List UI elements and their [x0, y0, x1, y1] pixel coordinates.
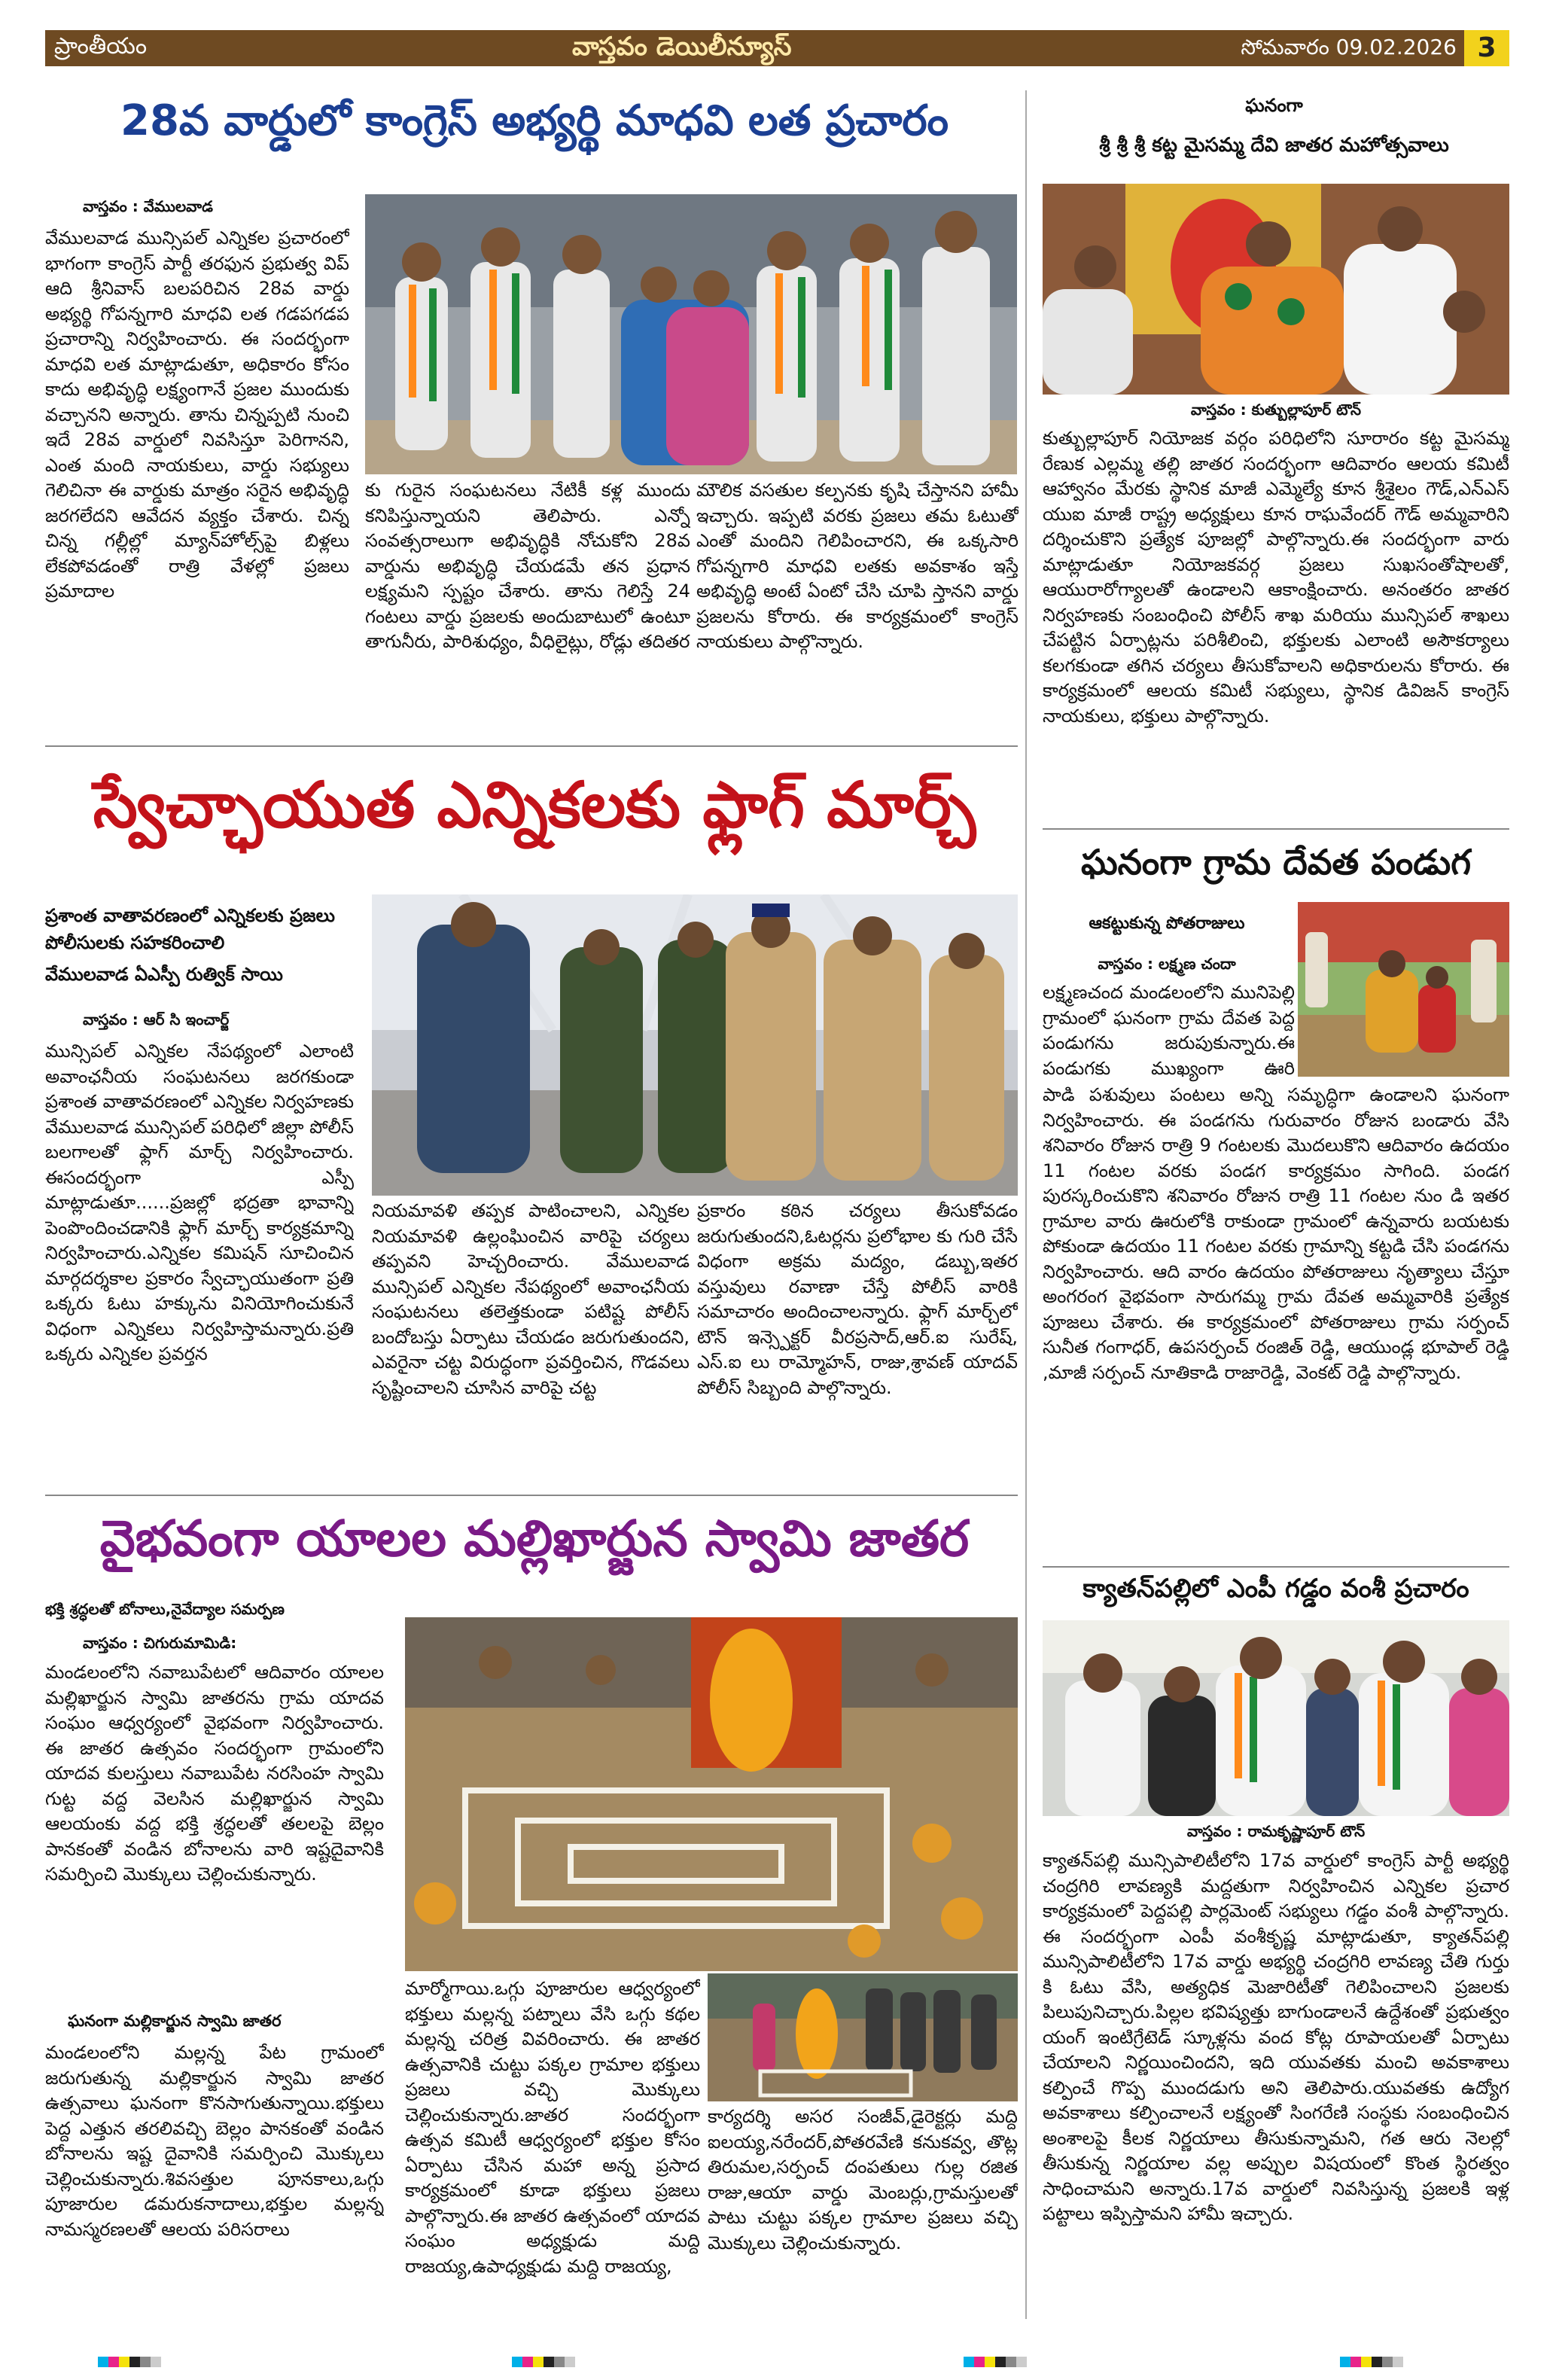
story6-dateline: వాస్తవం : రామకృష్ణాపూర్ టౌన్	[1186, 1822, 1366, 1840]
story3-col2: మార్మోగాయి.ఒగ్గు పూజారుల ఆధ్వర్యంలో భక్తులు మల్లన్న పట్నాలు వేసి ఒగ్గు కథల మల్లన్న చరిత్ర వివరించారు. ఈ జాతర ఉత్సవానికి చుట్టు పక్కల గ్రామాల భక్తులు ప్రజలు వచ్చి మొక్కులు చెల్లించుకున్నారు.జాతర సందర్భంగా ఉత్సవ కమిటీ ఆధ్వర్యంలో భక్తుల కోసం ఏర్పాటు చేసిన మహా అన్న ప్రసాద కార్యక్రమంలో కూడా భక్తులు ప్రజలు పాల్గొన్నారు.ఈ జాతర ఉత్సవంలో యాదవ సంఘం అధ్యక్షుడు మద్ది రాజయ్య,ఉపాధ్యక్షుడు మద్ది రాజయ్య,	[405, 1978, 700, 2277]
story6-body: క్యాతన్‌పల్లి మున్సిపాలిటీలోని 17వ వార్డులో కాంగ్రెస్ పార్టీ అభ్యర్థి చంద్రగిరి లావణ్యకి మద్దతుగా నిర్వహించిన ఎన్నికల ప్రచార కార్యక్రమంలో పెద్దపల్లి పార్లమెంట్ సభ్యులు గడ్డం వంశీ పాల్గొన్నారు. ఈ సందర్భంగా ఎంపీ వంశీకృష్ణ మాట్లాడుతూ, క్యాతన్‌పల్లి మున్సిపాలిటీలోని 17వ వార్డు అభ్యర్థి చంద్రగిరి లావణ్య చేతి గుర్తు కి ఓటు వేసి, అత్యధిక మెజారిటీతో గెలిపించాలని ప్రజలకు పిలుపునిచ్చారు.పిల్లల భవిష్యత్తు బాగుండాలనే ఉద్దేశంతో ప్రభుత్వం యంగ్ ఇంటిగ్రేటెడ్ స్కూళ్లను వంద కోట్ల రూపాయలతో ఏర్పాటు చేయాలని నిర్ణయించిందని, ఇది యువతకు మంచి అవకాశాలు కల్పించే గొప్ప ముందడుగు అని తెలిపారు.యువతకు ఉద్యోగ అవకాశాలు కల్పించాలనే లక్ష్యంతో సింగరేణి సంస్థకు సంబంధించిన అంశాలపై కీలక నిర్ణయాలు తీసుకున్నామని, గత ఆరు నెలల్లో తీసుకున్న నిర్ణయాల వల్ల అప్పుల విషయంలో కొంత స్థిరత్వం సాధించామని అన్నారు.17వ వార్డులో నివసిస్తున్న ప్రజలకి ఇళ్ల పట్టాలు ఇప్పిస్తామని హామీ ఇచ్చారు.	[1043, 1850, 1509, 2224]
story3-photo	[405, 1617, 1018, 1971]
story4-photo	[1043, 184, 1509, 395]
story5-intro: లక్ష్మణచంద మండలంలోని మునిపెల్లి గ్రామంలో ఘనంగా గ్రామ దేవత పెద్ద పండుగను జరుపుకున్నారు.ఈ పండుగకు ముఖ్యంగా ఊరి	[1043, 982, 1295, 1079]
story3-subhead: ఘనంగా మల్లికార్జున స్వామి జాతర	[68, 2012, 282, 2030]
story5-dateline: వాస్తవం : లక్ష్మణ చందా	[1098, 955, 1236, 973]
column-divider	[1025, 90, 1027, 2319]
story3-deck: భక్తి శ్రద్ధలతో బోనాలు,నైవేద్యాల సమర్పణ	[45, 1600, 285, 1618]
story-divider	[45, 745, 1018, 747]
story5-photo	[1298, 902, 1509, 1077]
story2-dateline: వాస్తవం : ఆర్ సి ఇంచార్జ్	[83, 1010, 230, 1028]
story2-deck-name: వేములవాడ ఏఎస్పీ రుత్విక్ సాయి	[45, 964, 283, 985]
story1-col1: వేములవాడ మున్సిపల్ ఎన్నికల ప్రచారంలో భాగంగా కాంగ్రెస్ పార్టీ తరఫున ప్రభుత్వ విప్ ఆది శ్రీనివాస్ బలపరిచిన 28వ వార్డు అభ్యర్థి గోపన్నగారి మాధవి లత గడపగడప ప్రచారాన్ని నిర్వహించారు. ఈ సందర్భంగా మాధవి లత మాట్లాడుతూ, అధికారం కోసం కాదు అభివృద్ధి లక్ష్యంగానే ప్రజల ముందుకు వచ్చానని అన్నారు. తాను చిన్నప్పటి నుంచి ఇదే 28వ వార్డులో నివసిస్తూ పెరిగానని, ఎంత మంది నాయకులు, వార్డు సభ్యులు గెలిచినా ఈ వార్డుకు మాత్రం సరైన అభివృద్ధి జరగలేదని ఆవేదన వ్యక్తం చేశారు. చిన్న చిన్న గల్లీల్లో మ్యాన్‌హోల్స్‌పై బిళ్లలు లేకపోవడంతో రాత్రి వేళల్లో ప్రజలు ప్రమాదాల	[45, 227, 349, 602]
story2-col1: మున్సిపల్ ఎన్నికల నేపథ్యంలో ఎలాంటి అవాంఛనీయ సంఘటనలు జరగకుండా ప్రశాంత వాతావరణంలో ఎన్నికల నిర్వహణకు వేములవాడ మున్సిపల్ పరిధిలో జిల్లా పోలీస్ బలగాలతో ఫ్లాగ్ మార్చ్ నిర్వహించారు. ఈసందర్భంగా ఎస్పీ మాట్లాడుతూ......ప్రజల్లో భద్రతా భావాన్ని పెంపొందించడానికి ఫ్లాగ్ మార్చ్ కార్యక్రమాన్ని నిర్వహించారు.ఎన్నికల కమిషన్ సూచించిన మార్గదర్శకాల ప్రకారం స్వేచ్ఛాయుతంగా ప్రతి ఒక్కరు ఓటు హక్కును వినియోగించుకునే విధంగా ఎన్నికలు నిర్వహిస్తామన్నారు.ప్రతి ఒక్కరు ఎన్నికల ప్రవర్తన	[45, 1041, 354, 1364]
story5-headline: ఘనంగా గ్రామ దేవత పండుగ	[1080, 842, 1472, 882]
story6-photo	[1043, 1620, 1509, 1816]
color-registration-strip	[1340, 2356, 1403, 2366]
story5-body: పాడి పశువులు పంటలు అన్ని సమృద్ధిగా ఉండాలని ఘనంగా నిర్వహించారు. ఈ పండగను గురువారం రోజున బండారు వేసి శనివారం రోజున రాత్రి 9 గంటలకు మొదలుకొని ఆదివారం ఉదయం 11 గంటల వరకు పండగ కార్యక్రమం సాగింది. పండగ పురస్కరించుకొని శనివారం రోజున రాత్రి 11 గంటల నుం డి ఇతర గ్రామాల వారు ఊరులోకి రాకుండా గ్రామంలో ఉన్నవారు బయటకు పోకుండా ఉదయం 11 గంటల వరకు గ్రామాన్ని కట్టడి చేసి పండగను నిర్వహించారు. ఆది వారం ఉదయం పోతరాజులు నృత్యాలు చేస్తూ అంగరంగ వైభవంగా సారుగమ్మ గ్రామ దేవత అమ్మవారికి ప్రత్యేక పూజలు చేశారు. ఈ కార్యక్రమంలో పోతరాజులు గ్రామ సర్పంచ్ సునీత గంగాధర్, ఉపసర్పంచ్ రంజిత్ రెడ్డి, ఆయుండ్ల భూపాల్ రెడ్డి ,మాజీ సర్పంచ్ నూతికాడి రాజారెడ్డి, వెంకట్ రెడ్డి పాల్గొన్నారు.	[1043, 1084, 1509, 1383]
story4-headline: శ్రీ శ్రీ శ్రీ కట్ట మైసమ్మ దేవి జాతర మహోత్సవాలు	[1099, 134, 1449, 157]
story2-photo	[372, 894, 1018, 1196]
story6-headline: క్యాతన్‌పల్లిలో ఎంపీ గడ్డం వంశీ ప్రచారం	[1083, 1574, 1469, 1604]
story-divider	[45, 1495, 1018, 1496]
story1-headline: 28వ వార్డులో కాంగ్రెస్ అభ్యర్థి మాధవి లత ప్రచారం	[120, 96, 949, 145]
masthead-title: వాస్తవం డెయిలీన్యూస్	[572, 32, 792, 62]
color-registration-strip	[98, 2356, 161, 2366]
story3-dateline: వాస్తవం : చిగురుమామిడి:	[83, 1634, 237, 1652]
story4-kicker: ఘనంగా	[1245, 95, 1303, 116]
story3-headline: వైభవంగా యాలల మల్లిఖార్జున స్వామి జాతర	[99, 1510, 970, 1568]
color-registration-strip	[964, 2356, 1027, 2366]
page-number: 3	[1464, 30, 1509, 66]
color-registration-strip	[512, 2356, 575, 2366]
story1-dateline: వాస్తవం : వేములవాడ	[83, 197, 213, 215]
story3-col3: కార్యదర్శి అసర సంజీవ్,డైరెక్టర్లు మద్ది ఐలయ్య,నరేందర్,పోతరవేణి కనుకవ్వ, తొట్ల తిరుమల,సర్పంచ్ దంపతులు గుల్ల రజిత రాజు,ఆయా వార్డు మెంబర్లు,గ్రామస్తులతో పాటు చుట్టు పక్కల గ్రామాల ప్రజలు వచ్చి మొక్కులు చెల్లించుకున్నారు.	[708, 2106, 1018, 2254]
section-name: ప్రాంతీయం	[54, 33, 148, 59]
story3-col1: మండలంలోని నవాబుపేటలో ఆదివారం యాలల మల్లిఖార్జున స్వామి జాతరను గ్రామ యాదవ సంఘం ఆధ్వర్యంలో వైభవంగా నిర్వహించారు. ఈ జాతర ఉత్సవం సందర్భంగా గ్రామంలోని యాదవ కులస్తులు నవాబుపేట నరసింహ స్వామి గుట్ట వద్ద వెలసిన మల్లిఖార్జున స్వామి ఆలయంకు వద్ద భక్తి శ్రద్ధలతో తలలపై బెల్లం పానకంతో వండిన బోనాలను వారి ఇష్టదైవానికి సమర్పించి మొక్కులు చెల్లించుకున్నారు.	[45, 1662, 384, 1885]
story1-col2: కు గురైన సంఘటనలు నేటికీ కళ్ల ముందు కనిపిస్తున్నాయని తెలిపారు. ఎన్నో సంవత్సరాలుగా అభివృద్ధికి నోచుకోని 28వ వార్డును అభివృద్ధి చేయడమే తన ప్రధాన లక్ష్యమని స్పష్టం చేశారు. తాను గెలిస్తే 24 గంటలు వార్డు ప్రజలకు అందుబాటులో ఉంటూ తాగునీరు, పారిశుధ్యం, వీధిలైట్లు, రోడ్లు తదితర	[365, 480, 690, 652]
issue-date: సోమవారం 09.02.2026	[1241, 35, 1457, 59]
story3-col1b: మండలంలోని మల్లన్న పేట గ్రామంలో జరుగుతున్న మల్లికార్జున స్వామి జాతర ఉత్సవాలు ఘనంగా కొనసాగుతున్నాయి.భక్తులు పెద్ద ఎత్తున తరలివచ్చి బెల్లం పానకంతో వండిన బోనాలను ఇష్ట దైవానికి సమర్పించి మొక్కులు చెల్లించుకున్నారు.శివసత్తుల పూనకాలు,ఒగ్గు పూజారుల డమరుకనాదాలు,భక్తుల మల్లన్న నామస్మరణలతో ఆలయ పరిసరాలు	[45, 2042, 384, 2240]
story2-deck: ప్రశాంత వాతావరణంలో ఎన్నికలకు ప్రజలు పోలీసులకు సహకరించాలి	[45, 905, 335, 953]
story3-inset-photo	[708, 1973, 1018, 2101]
story2-col2: నియమావళి తప్పక పాటించాలని, ఎన్నికల నియమావళి ఉల్లంఘించిన వారిపై చర్యలు తప్పవని హెచ్చరించారు. వేములవాడ మున్సిపల్ ఎన్నికల నేపథ్యంలో అవాంఛనీయ సంఘటనలు తలెత్తకుండా పటిష్ట పోలీస్ బందోబస్తు ఏర్పాటు చేయడం జరుగుతుందని, ఎవరైనా చట్ట విరుద్ధంగా ప్రవర్తించిన, గొడవలు సృష్టించాలని చూసిన వారిపై చట్ట	[372, 1200, 690, 1398]
story2-headline: స్వేచ్ఛాయుత ఎన్నికలకు ఫ్లాగ్ మార్చ్	[93, 768, 976, 842]
story2-col3: ప్రకారం కఠిన చర్యలు తీసుకోవడం జరుగుతుందని,ఓటర్లను ప్రలోభాల కు గురి చేసే విధంగా అక్రమ మద్యం, డబ్బు,ఇతర వస్తువులు రవాణా చేస్తే పోలీస్ వారికి సమాచారం అందించాలన్నారు. ఫ్లాగ్ మార్చ్‌లో టౌన్ ఇన్స్పెక్టర్ వీరప్రసాద్,ఆర్.ఐ సురేష్, ఎస్.ఐ లు రామ్మోహన్, రాజు,శ్రావణ్ యాదవ్ పోలీస్ సిబ్బంది పాల్గొన్నారు.	[697, 1200, 1018, 1398]
story-divider	[1043, 828, 1509, 830]
story-divider	[1043, 1566, 1509, 1568]
story4-body: కుత్బుల్లాపూర్ నియోజక వర్గం పరిధిలోని సూరారం కట్ట మైసమ్మ రేణుక ఎల్లమ్మ తల్లి జాతర సందర్భంగా ఆదివారం ఆలయ కమిటీ ఆహ్వానం మేరకు స్థానిక మాజీ ఎమ్మెల్యే కూన శ్రీశైలం గౌడ్,ఎన్ఎస్ యుఐ మాజీ రాష్ట్ర అధ్యక్షులు కూన రాఘవేందర్ గౌడ్ అమ్మవారిని దర్శించుకొని ప్రత్యేక పూజల్లో పాల్గొన్నారు.ఈ సందర్భంగా వారు మాట్లాడుతూ నియోజకవర్గ ప్రజలు సుఖసంతోషాలతో, ఆయురారోగ్యాలతో ఉండాలని ఆకాంక్షించారు. అనంతరం జాతర నిర్వహణకు సంబంధించి పోలీస్ శాఖ మరియు మున్సిపల్ శాఖలు చేపట్టిన ఏర్పాట్లను పరిశీలించి, భక్తులకు ఎలాంటి అసౌకర్యాలు కలగకుండా తగిన చర్యలు తీసుకోవాలని అధికారులను కోరారు. ఈ కార్యక్రమంలో ఆలయ కమిటీ సభ్యులు, స్థానిక డివిజన్ కాంగ్రెస్ నాయకులు, భక్తులు పాల్గొన్నారు.	[1043, 428, 1509, 727]
story1-photo	[365, 194, 1017, 474]
masthead-bar	[45, 30, 1509, 66]
story4-dateline: వాస్తవం : కుత్బుల్లాపూర్ టౌన్	[1190, 401, 1362, 419]
story5-kicker: ఆకట్టుకున్న పోతరాజులు	[1089, 914, 1245, 933]
story1-col3: మౌలిక వసతుల కల్పనకు కృషి చేస్తానని హామీ ఇచ్చారు. ఇప్పటి వరకు ప్రజలు తమ ఓటుతో ఎంతో మందిని గెలిపించారని, ఈ ఒక్కసారి గోపన్నగారి మాధవి లతకు అవకాశం ఇస్తే అభివృద్ధి అంటే ఏంటో చేసి చూపి స్తానని వార్డు ప్రజలను కోరారు. ఈ కార్యక్రమంలో కాంగ్రెస్ నాయకులు పాల్గొన్నారు.	[696, 480, 1019, 652]
